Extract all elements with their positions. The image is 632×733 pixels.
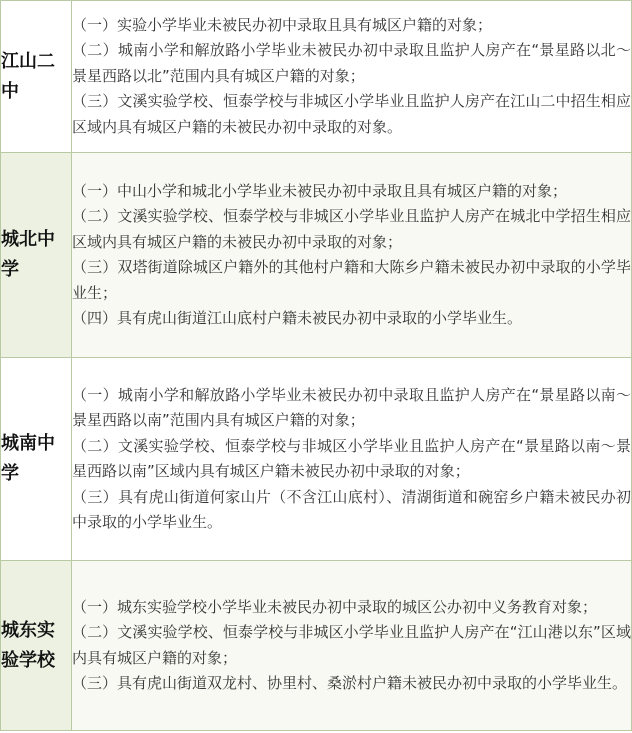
rule-cell [72, 358, 632, 561]
rule-item: （三）双塔街道除城区户籍外的其他村户籍和大陈乡户籍未被民办初中录取的小学毕业生； [72, 258, 631, 302]
rule-item: （二）文溪实验学校、恒泰学校与非城区小学毕业且监护人房产在城北中学招生相应区域内具有城区户籍的未被民办初中录取的对象； [72, 207, 631, 251]
rule-item: （三）具有虎山街道何家山片（不含江山底村）、清湖街道和碗窑乡户籍未被民办初中录取的小学毕业生。 [72, 487, 631, 531]
rule-item: （一）中山小学和城北小学毕业未被民办初中录取且具有城区户籍的对象； [72, 181, 568, 200]
school-name-cell: 江山二中 [1, 1, 72, 153]
rule-item: （一）实验小学毕业未被民办初中录取且具有城区户籍的对象； [72, 15, 493, 34]
school-name-cell: 城南中学 [1, 358, 72, 561]
rule-item: （三）具有虎山街道双龙村、协里村、桑淤村户籍未被民办初中录取的小学毕业生。 [72, 674, 628, 692]
rule-item: （一）城东实验学校小学毕业未被民办初中录取的城区公办初中义务教育对象； [72, 597, 598, 616]
rule-item: （二）文溪实验学校、恒泰学校与非城区小学毕业且监护人房产在“江山港以东”区域内具有城区户籍的对象； [72, 623, 631, 667]
school-name-cell: 城东实验学校 [1, 561, 72, 731]
rule-item: （一）城南小学和解放路小学毕业未被民办初中录取且监护人房产在“景星路以南～景星西路以南”范围内具有城区户籍的对象； [72, 385, 631, 429]
rule-cell [72, 1, 632, 153]
table-row [1, 561, 632, 731]
rule-cell [72, 153, 632, 358]
table-row [1, 1, 632, 153]
table-row [1, 358, 632, 561]
rule-item: （四）具有虎山街道江山底村户籍未被民办初中录取的小学毕业生。 [72, 309, 523, 327]
rule-item: （二）文溪实验学校、恒泰学校与非城区小学毕业且监护人房产在“景星路以南～景星西路以南”区域内具有城区户籍未被民办初中录取的对象； [72, 436, 631, 480]
table-row [1, 153, 632, 358]
rule-item: （三）文溪实验学校、恒泰学校与非城区小学毕业且监护人房产在江山二中招生相应区域内具有城区户籍的未被民办初中录取的对象。 [72, 92, 631, 136]
rule-cell [72, 561, 632, 731]
school-name-cell: 城北中学 [1, 153, 72, 358]
rule-item: （二）城南小学和解放路小学毕业未被民办初中录取且监护人房产在“景星路以北～景星西路以北”范围内具有城区户籍的对象； [72, 41, 631, 85]
